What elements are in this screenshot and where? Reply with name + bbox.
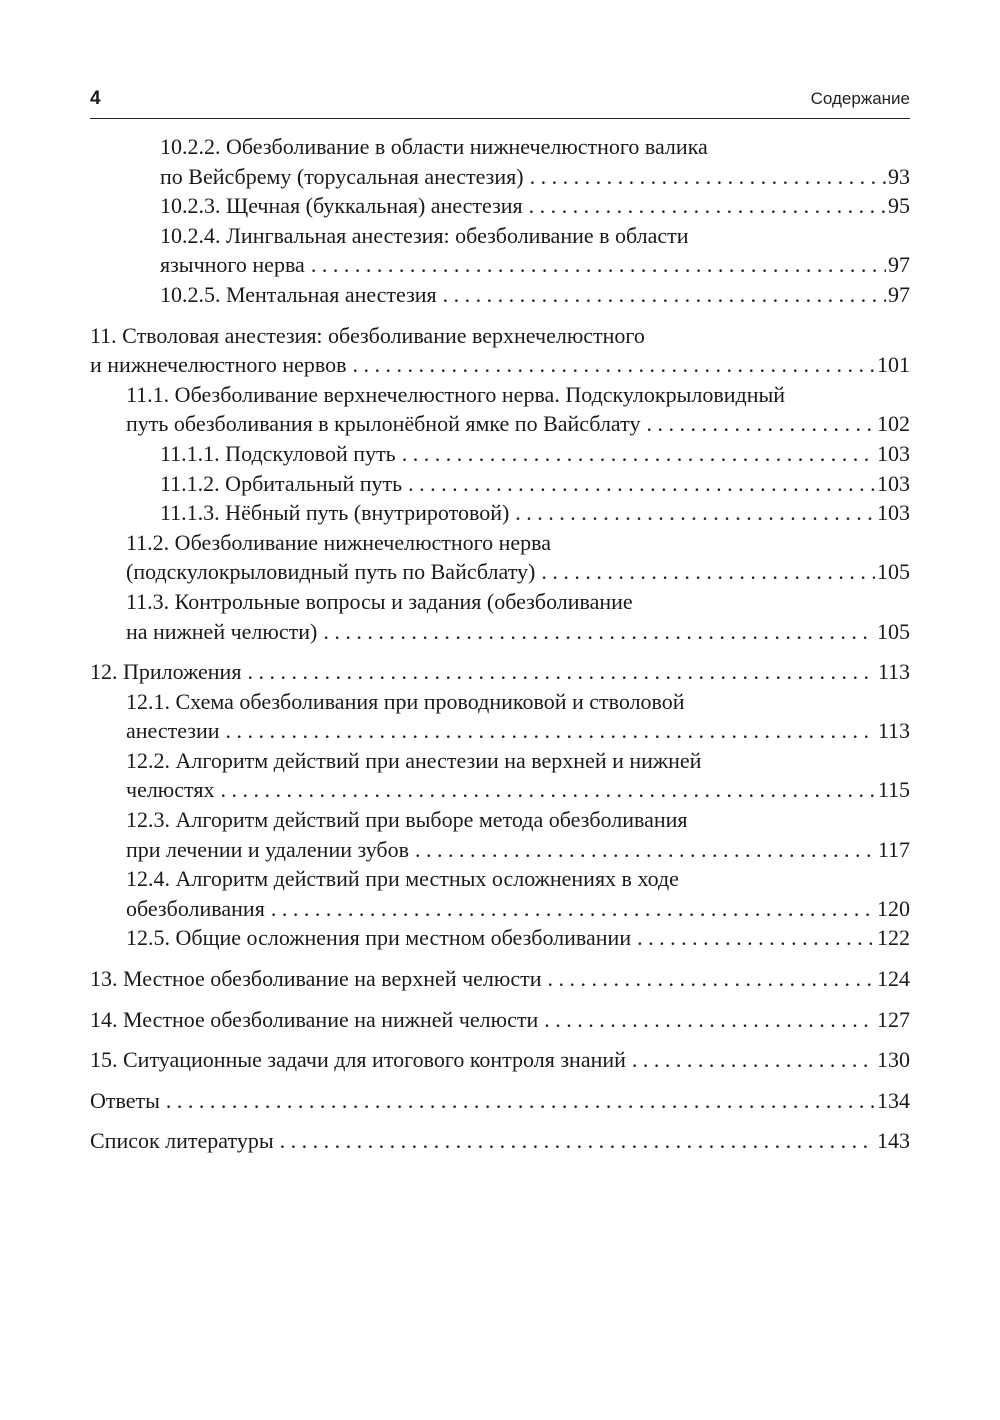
toc-entry-title: по Вейсбрему (торусальная анестезия) xyxy=(160,163,524,189)
toc-entry-12-2[interactable] xyxy=(90,746,910,805)
toc-entry-first-line: 12.1. Схема обезболивания при проводниковой и стволовой xyxy=(126,688,685,714)
toc-entry-title: 14. Местное обезболивание на нижней челюсти xyxy=(90,1006,539,1032)
toc-page-number: 127 xyxy=(877,1006,910,1032)
toc-entry-first-line: 12.3. Алгоритм действий при выборе метода обезболивания xyxy=(126,807,688,833)
dot-leader xyxy=(548,964,876,994)
toc-entry-first-line: 12.2. Алгоритм действий при анестезии на верхней и нижней xyxy=(126,747,702,773)
toc-entry-title: язычного нерва xyxy=(160,252,305,278)
toc-page-number: 102 xyxy=(877,411,910,437)
dot-leader xyxy=(408,469,875,499)
toc-entry-title: путь обезболивания в крылонёбной ямке по Вайсблату xyxy=(126,411,641,437)
running-title: Содержание xyxy=(810,89,910,108)
dot-leader xyxy=(415,835,876,865)
toc-page-number: 143 xyxy=(877,1128,910,1154)
toc-entry-10-2-5[interactable] xyxy=(90,280,910,310)
toc-entry-title: 12. Приложения xyxy=(90,659,242,685)
toc-entry-title: 11.1.1. Подскуловой путь xyxy=(160,440,396,466)
toc-entry-11-1-1[interactable] xyxy=(90,439,910,469)
toc-entry-title: Список литературы xyxy=(90,1128,274,1154)
toc-page-number: 93 xyxy=(888,163,910,189)
toc-entry-12[interactable] xyxy=(90,657,910,687)
toc-page-number: 117 xyxy=(877,836,910,862)
toc-page-number: 95 xyxy=(888,193,910,219)
toc-entry-10-2-2[interactable] xyxy=(90,132,910,191)
toc-entry-11-3[interactable] xyxy=(90,587,910,646)
toc-entry-literature[interactable] xyxy=(90,1126,910,1156)
toc-entry-10-2-4[interactable] xyxy=(90,221,910,280)
toc-page-number: 103 xyxy=(877,470,910,496)
toc-page-number: 113 xyxy=(877,718,910,744)
toc-entry-title: на нижней челюсти) xyxy=(126,618,318,644)
toc-entry-14[interactable] xyxy=(90,1005,910,1035)
toc-entry-first-line: 10.2.2. Обезболивание в области нижнечелюстного валика xyxy=(160,134,708,159)
toc-entry-11-2[interactable] xyxy=(90,528,910,587)
toc-entry-11[interactable] xyxy=(90,321,910,380)
toc-page-number: 124 xyxy=(877,966,910,992)
toc-page-number: 130 xyxy=(877,1047,910,1073)
dot-leader xyxy=(544,1005,875,1035)
toc-entry-title: (подскулокрыловидный путь по Вайсблату) xyxy=(126,559,536,585)
dot-leader xyxy=(529,191,886,221)
toc-entry-12-1[interactable] xyxy=(90,687,910,746)
toc-entry-title: анестезии xyxy=(126,718,220,744)
dot-leader xyxy=(443,280,886,310)
toc-entry-11-1-3[interactable] xyxy=(90,498,910,528)
toc-entry-title: 10.2.3. Щечная (буккальная) анестезия xyxy=(160,193,523,219)
dot-leader xyxy=(402,439,875,469)
toc-entry-12-4[interactable] xyxy=(90,864,910,923)
toc-page-number: 101 xyxy=(877,352,910,378)
toc-entry-title: 13. Местное обезболивание на верхней челюсти xyxy=(90,966,542,992)
toc-page-number: 113 xyxy=(877,659,910,685)
toc-entry-11-1-2[interactable] xyxy=(90,469,910,499)
dot-leader xyxy=(220,775,875,805)
toc-entry-title: 12.5. Общие осложнения при местном обезболивании xyxy=(126,925,632,951)
toc-entry-first-line: 10.2.4. Лингвальная анестезия: обезболивание в области xyxy=(160,222,689,248)
dot-leader xyxy=(311,250,886,280)
toc-page-number: 97 xyxy=(888,281,910,307)
dot-leader xyxy=(271,894,875,924)
toc-page-number: 134 xyxy=(877,1087,910,1113)
toc-page-number: 122 xyxy=(877,925,910,951)
dot-leader xyxy=(280,1126,875,1156)
toc-page-number: 103 xyxy=(877,500,910,526)
toc-page-number: 97 xyxy=(888,252,910,278)
toc-entry-12-3[interactable] xyxy=(90,805,910,864)
page-header xyxy=(90,86,910,119)
toc-entry-first-line: 11.2. Обезболивание нижнечелюстного нерва xyxy=(126,529,552,555)
toc-page-number: 120 xyxy=(877,895,910,921)
toc-entry-first-line: 11.3. Контрольные вопросы и задания (обезболивание xyxy=(126,588,633,614)
dot-leader xyxy=(226,716,876,746)
dot-leader xyxy=(530,162,886,192)
dot-leader xyxy=(323,617,875,647)
toc-entry-title: и нижнечелюстного нервов xyxy=(90,352,347,378)
dot-leader xyxy=(637,923,875,953)
toc-page-number: 105 xyxy=(877,618,910,644)
toc-entry-title: обезболивания xyxy=(126,895,265,921)
toc-entry-11-1[interactable] xyxy=(90,380,910,439)
toc-entry-title: 11.1.2. Орбитальный путь xyxy=(160,470,403,496)
toc-page-number: 105 xyxy=(877,559,910,585)
dot-leader xyxy=(646,409,875,439)
toc-entry-title: 10.2.5. Ментальная анестезия xyxy=(160,281,437,307)
dot-leader xyxy=(353,350,875,380)
toc-entry-10-2-3[interactable] xyxy=(90,191,910,221)
page-number: 4 xyxy=(90,88,101,109)
toc-entry-title: Ответы xyxy=(90,1087,160,1113)
toc-entry-13[interactable] xyxy=(90,964,910,994)
toc-entry-title: 11.1.3. Нёбный путь (внутриротовой) xyxy=(160,500,510,526)
toc-page-number: 103 xyxy=(877,440,910,466)
dot-leader xyxy=(632,1045,875,1075)
toc-entry-title: 15. Ситуационные задачи для итогового контроля знаний xyxy=(90,1047,626,1073)
toc-entry-15[interactable] xyxy=(90,1045,910,1075)
dot-leader xyxy=(166,1086,875,1116)
dot-leader xyxy=(515,498,875,528)
table-of-contents xyxy=(90,132,910,1156)
toc-entry-first-line: 12.4. Алгоритм действий при местных осложнениях в ходе xyxy=(126,866,679,892)
dot-leader xyxy=(247,657,875,687)
toc-entry-first-line: 11.1. Обезболивание верхнечелюстного нерва. Подскулокрыловидный xyxy=(126,381,786,407)
toc-entry-12-5[interactable] xyxy=(90,923,910,953)
toc-entry-first-line: 11. Стволовая анестезия: обезболивание верхнечелюстного xyxy=(90,322,645,348)
toc-entry-answers[interactable] xyxy=(90,1086,910,1116)
dot-leader xyxy=(541,557,875,587)
toc-entry-title: челюстях xyxy=(126,777,215,803)
toc-page-number: 115 xyxy=(877,777,910,803)
toc-entry-title: при лечении и удалении зубов xyxy=(126,836,410,862)
